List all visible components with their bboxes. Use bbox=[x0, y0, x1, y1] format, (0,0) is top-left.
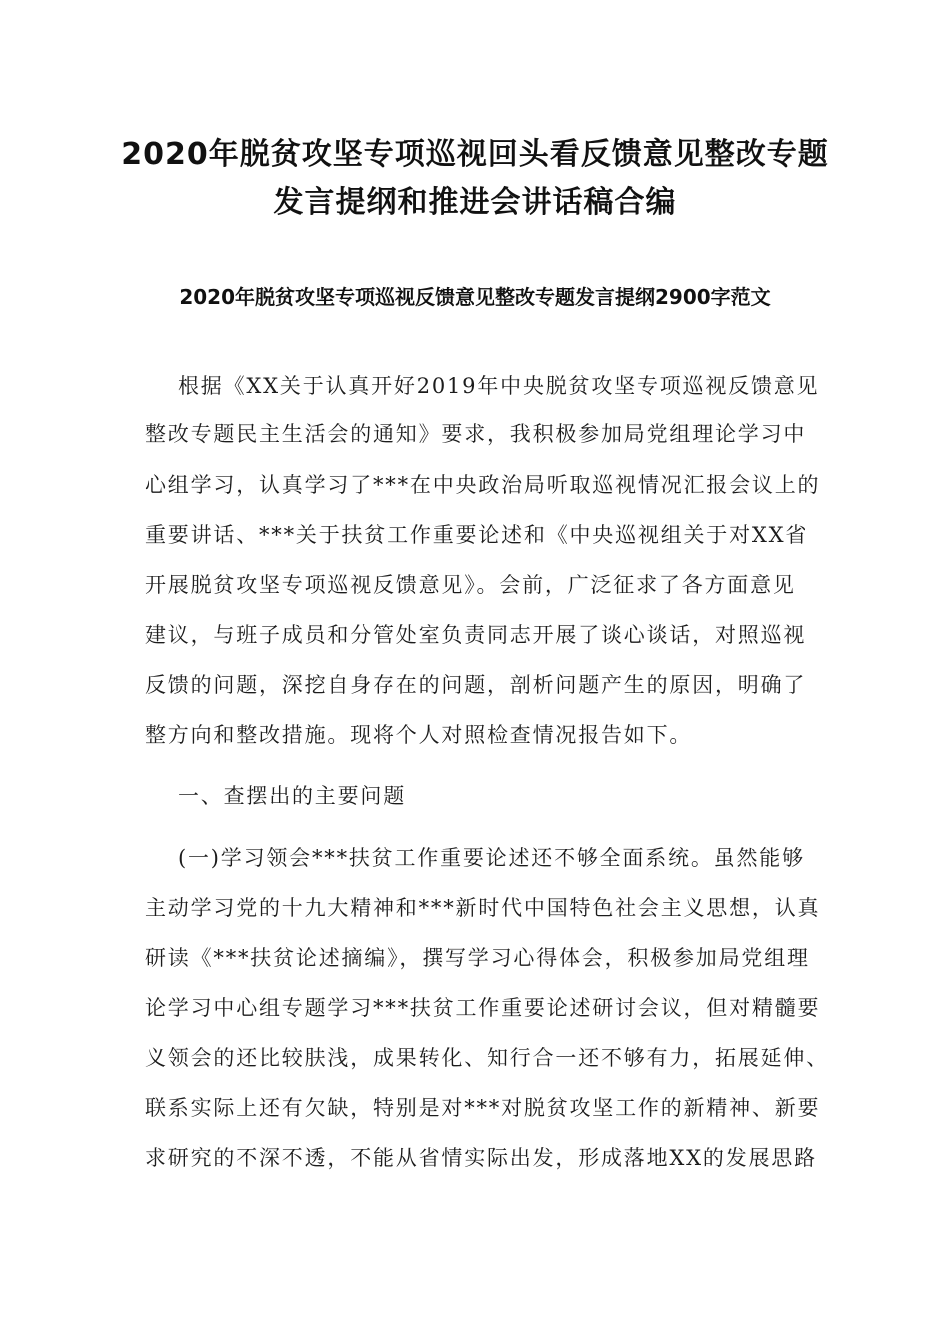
document-title-line-2: 发言提纲和推进会讲话稿合编 bbox=[273, 185, 677, 220]
document-title-line-1: 2020年脱贫攻坚专项巡视回头看反馈意见整改专题 bbox=[121, 137, 829, 172]
paragraph-2-line: 义领会的还比较肤浅，成果转化、知行合一还不够有力，拓展延伸、 bbox=[145, 1046, 829, 1070]
paragraph-1-line: 重要讲话、***关于扶贫工作重要论述和《中央巡视组关于对XX省 bbox=[145, 523, 809, 547]
paragraph-1-line: 根据《XX关于认真开好2019年中央脱贫攻坚专项巡视反馈意见 bbox=[178, 374, 820, 398]
paragraph-2-line: 联系实际上还有欠缺，特别是对***对脱贫攻坚工作的新精神、新要 bbox=[145, 1096, 821, 1120]
paragraph-1-line: 心组学习，认真学习了***在中央政治局听取巡视情况汇报会议上的 bbox=[145, 473, 821, 497]
paragraph-1-line: 开展脱贫攻坚专项巡视反馈意见》。会前，广泛征求了各方面意见 bbox=[145, 573, 796, 597]
paragraph-1-line: 建议，与班子成员和分管处室负责同志开展了谈心谈话，对照巡视 bbox=[145, 623, 807, 647]
paragraph-2-line: 论学习中心组专题学习***扶贫工作重要论述研讨会议，但对精髓要 bbox=[145, 996, 821, 1020]
paragraph-1-line: 整方向和整改措施。现将个人对照检查情况报告如下。 bbox=[145, 723, 693, 747]
paragraph-2-line: (一)学习领会***扶贫工作重要论述还不够全面系统。虽然能够 bbox=[178, 846, 805, 870]
paragraph-2-line: 主动学习党的十九大精神和***新时代中国特色社会主义思想，认真 bbox=[145, 896, 821, 920]
paragraph-1-line: 整改专题民主生活会的通知》要求，我积极参加局党组理论学习中 bbox=[145, 422, 807, 446]
paragraph-2-line: 求研究的不深不透，不能从省情实际出发，形成落地XX的发展思路 bbox=[145, 1146, 817, 1170]
section-heading: 一、查摆出的主要问题 bbox=[178, 784, 406, 808]
document-subtitle: 2020年脱贫攻坚专项巡视反馈意见整改专题发言提纲2900字范文 bbox=[179, 285, 771, 309]
paragraph-1-line: 反馈的问题，深挖自身存在的问题，剖析问题产生的原因，明确了 bbox=[145, 673, 807, 697]
paragraph-2-line: 研读《***扶贫论述摘编》，撰写学习心得体会，积极参加局党组理 bbox=[145, 946, 810, 970]
